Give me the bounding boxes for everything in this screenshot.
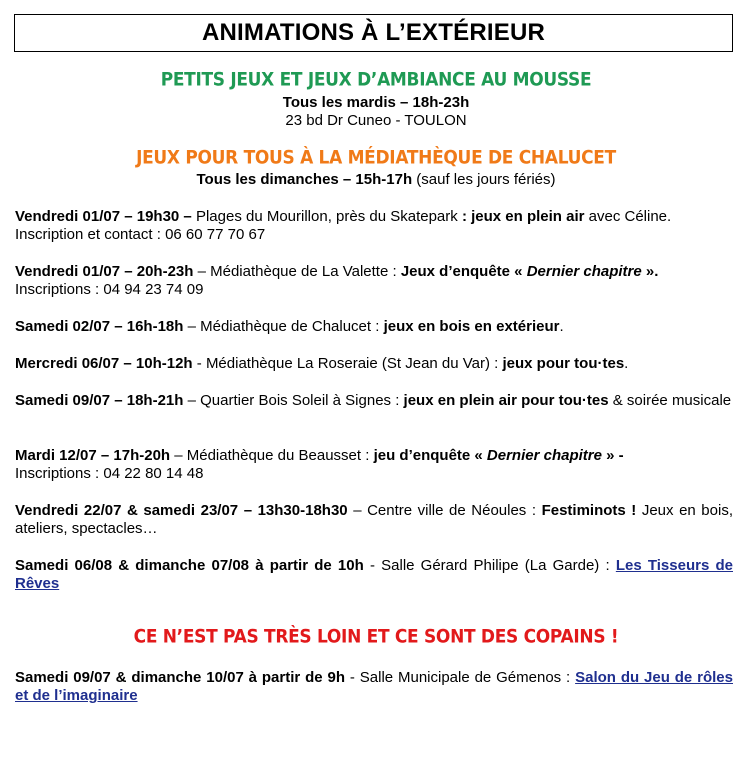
- event-link-tisseurs[interactable]: Les Tisseurs de Rêves: [15, 557, 733, 592]
- event-contact: Inscriptions : 04 22 80 14 48: [15, 465, 204, 482]
- section1-when: Tous les mardis – 18h-23h: [282, 94, 470, 111]
- event-place: – Médiathèque de Chalucet :: [183, 318, 384, 335]
- event-place: – Médiathèque de La Valette :: [193, 263, 401, 280]
- event-9: [15, 669, 733, 705]
- event-place: – Centre ville de Néoules :: [347, 502, 542, 519]
- event-place: – Médiathèque du Beausset :: [170, 447, 374, 464]
- event-2: [15, 263, 733, 299]
- event-date: Samedi 09/07 – 18h-21h: [15, 392, 184, 409]
- event-activity: Festiminots !: [541, 502, 637, 519]
- event-6: [15, 447, 733, 483]
- event-date: Samedi 06/08 & dimanche 07/08 à partir de 10h: [15, 557, 364, 574]
- section1-address: 23 bd Dr Cuneo - TOULON: [285, 112, 467, 129]
- section1-heading: PETITS JEUX ET JEUX D’AMBIANCE AU MOUSSE: [160, 69, 592, 91]
- page-title: ANIMATIONS À L’EXTÉRIEUR: [201, 19, 546, 46]
- event-activity: jeu d’enquête «: [373, 447, 487, 464]
- event-contact: Inscription et contact : 06 60 77 70 67: [15, 226, 266, 243]
- event-activity: : jeux en plein air: [461, 208, 585, 225]
- event-8: [15, 557, 733, 593]
- section3-heading: CE N’EST PAS TRÈS LOIN ET CE SONT DES COPAINS !: [133, 626, 619, 648]
- section2-note: (sauf les jours fériés): [412, 171, 556, 188]
- event-date: Mardi 12/07 – 17h-20h: [15, 447, 171, 464]
- section2-when: Tous les dimanches – 15h-17h: [196, 171, 413, 188]
- event-activity: jeux en plein air pour tou·tes: [403, 392, 609, 409]
- event-place: Plages du Mourillon, près du Skatepark: [191, 208, 462, 225]
- event-date: Mercredi 06/07 – 10h-12h: [15, 355, 193, 372]
- event-link-salon[interactable]: Salon du Jeu de rôles et de l’imaginaire: [15, 669, 733, 704]
- event-date: Vendredi 01/07 – 20h-23h: [15, 263, 194, 280]
- event-4: [15, 355, 733, 373]
- event-contact: Inscriptions : 04 94 23 74 09: [15, 281, 204, 298]
- event-rest: Jeux en bois, ateliers, spectacles…: [15, 502, 733, 537]
- event-5: [15, 392, 733, 410]
- event-date: Vendredi 01/07 – 19h30 –: [15, 208, 192, 225]
- event-rest: .: [559, 318, 564, 335]
- event-place: – Quartier Bois Soleil à Signes :: [183, 392, 404, 409]
- event-place: - Salle Municipale de Gémenos :: [345, 669, 576, 686]
- event-activity-italic: Dernier chapitre: [486, 447, 602, 464]
- event-1: [15, 208, 733, 244]
- page-title-box: [14, 14, 733, 52]
- event-rest: » -: [601, 447, 624, 464]
- section2-when-line: [0, 171, 752, 188]
- event-rest: avec Céline.: [584, 208, 672, 225]
- event-date: Vendredi 22/07 & samedi 23/07 – 13h30-18h30: [15, 502, 348, 519]
- event-activity: jeux en bois en extérieur: [383, 318, 560, 335]
- event-rest: .: [624, 355, 629, 372]
- event-date: Samedi 02/07 – 16h-18h: [15, 318, 184, 335]
- event-rest: ».: [641, 263, 659, 280]
- event-place: - Médiathèque La Roseraie (St Jean du Var) :: [192, 355, 503, 372]
- event-3: [15, 318, 733, 336]
- event-rest: & soirée musicale: [608, 392, 732, 409]
- section2-heading: JEUX POUR TOUS À LA MÉDIATHÈQUE DE CHALUCET: [136, 147, 616, 169]
- event-activity-italic: Dernier chapitre: [526, 263, 642, 280]
- event-activity: jeux pour tou·tes: [502, 355, 625, 372]
- event-activity: Jeux d’enquête «: [400, 263, 527, 280]
- event-7: [15, 502, 733, 538]
- event-date: Samedi 09/07 & dimanche 10/07 à partir de 9h: [15, 669, 346, 686]
- event-place: - Salle Gérard Philipe (La Garde) :: [363, 557, 616, 574]
